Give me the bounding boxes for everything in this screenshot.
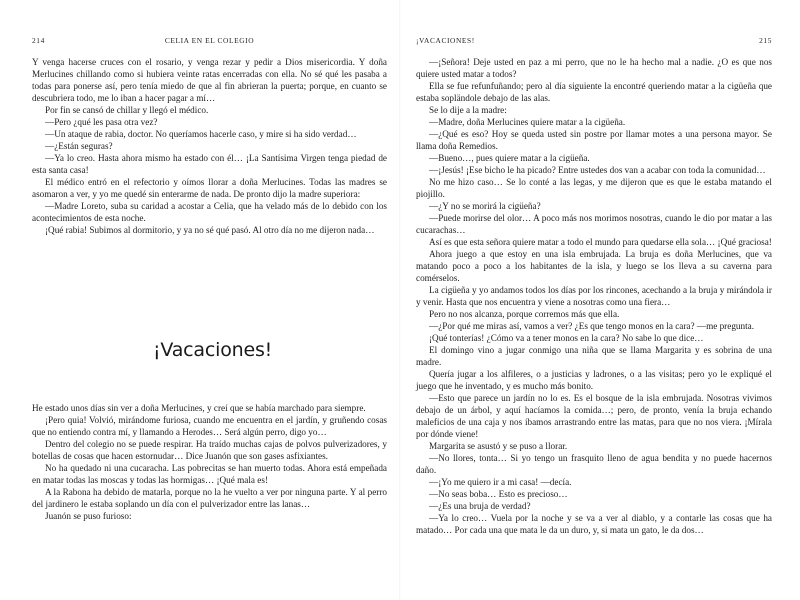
paragraph: —¿Por qué me miras así, vamos a ver? ¿Es que tengo monos en la cara? —me pregunta. <box>429 321 755 331</box>
paragraph: —¿Están seguras? <box>45 141 113 151</box>
paragraph: Por fin se cansó de chillar y llegó el médico. <box>45 105 209 115</box>
page-number-right: 215 <box>759 36 772 45</box>
paragraph: Se lo dije a la madre: <box>429 105 507 115</box>
paragraph: —No llores, tonta… Si yo tengo un frasquito lleno de agua bendita y no puede hacernos daño. <box>416 453 772 475</box>
paragraph: La cigüeña y yo andamos todos los días por los rincones, acechando a la bruja y mirándola ir y venir. Hasta que nos encuentra y viene a nosotras como una fiera… <box>416 285 772 307</box>
paragraph: ¡Pero quia! Volvió, mirándome furiosa, cuando me encuentra en el jardín, y gruñendo cosas que no entiendo contra mí, y llamando a Herodes… Será algún perro, digo yo… <box>32 415 387 437</box>
paragraph: Ella se fue refunfuñando; pero al día siguiente la encontré queriendo matar a la cigüeña que estaba sopländole debajo de las alas. <box>416 81 772 103</box>
paragraph: —¿Y no se morirá la cigüeña? <box>429 201 541 211</box>
chapter-title: ¡Vacaciones! <box>153 339 273 361</box>
left-lower-text <box>32 402 387 522</box>
paragraph: —Bueno…, pues quiere matar a la cigüeña. <box>429 153 590 163</box>
paragraph: El médico entró en el refectorio y oímos llorar a doña Merlucines. Todas las madres se asomaron a ver, y yo me quedé sin enterarme de nada. De pronto dijo la madre superiora: <box>32 177 387 199</box>
paragraph: El domingo vino a jugar conmigo una niña que se llama Margarita y es sobrina de una madre. <box>416 345 772 367</box>
paragraph: ¡Qué tonterías! ¿Cómo va a tener monos en la cara? No sabe lo que dice… <box>429 333 704 343</box>
paragraph: Margarita se asustó y se puso a llorar. <box>429 441 568 451</box>
paragraph: Quería jugar a los alfileres, o a justicias y ladrones, o a las visitas; pero yo le expliqué el juego que he inventado, y es mucho más bonito. <box>416 369 772 391</box>
paragraph: —Puede morirse del olor… A poco más nos morimos nosotras, cuando le dio por matar a las cucarachas… <box>416 213 772 235</box>
paragraph: —Pero ¿qué les pasa otra vez? <box>45 117 158 127</box>
paragraph: —¡Jesús! ¡Ese bicho le ha picado? Entre ustedes dos van a acabar con toda la comunidad… <box>429 165 766 175</box>
paragraph: A la Rabona ha debido de matarla, porque no la he vuelto a ver por ninguna parte. Y al perro del jardinero le estaba soplando un día con el pulverizador entre las lanas… <box>32 487 387 509</box>
left-page <box>32 0 387 600</box>
running-head-right: ¡VACACIONES! <box>416 36 475 45</box>
paragraph: —¿Qué es eso? Hoy se queda usted sin postre por llamar motes a una persona mayor. Se llama doña Remedios. <box>416 129 772 151</box>
paragraph: —Un ataque de rabia, doctor. No queríamos hacerle caso, y mire si ha sido verdad… <box>45 129 357 139</box>
paragraph: Y venga hacerse cruces con el rosario, y venga rezar y pedir a Dios misericordia. Y doña Merlucines chillando como si hubiera veinte ratas encerradas con ella. No sé qué les pasaba a todas para ponerse así, pero tenía miedo de que al fin abrieran la puerta; porque, en cuanto se descubriera todo, me lo iban a hacer pagar a mí… <box>32 57 387 103</box>
paragraph: —¡Señora! Deje usted en paz a mi perro, que no le ha hecho mal a nadie. ¿O es que nos quiere usted matar a todos? <box>416 57 772 79</box>
paragraph: He estado unos días sin ver a doña Merlucines, y creí que se había marchado para siempre. <box>32 403 366 413</box>
paragraph: —Ya lo creo. Hasta ahora mismo ha estado con él… ¡La Santísima Virgen tenga piedad de esta santa casa! <box>32 153 387 175</box>
paragraph: —Ya lo creo… Vuela por la noche y se va a ver al diablo, y a contarle las cosas que ha matado… Por cada una que mata le da un duro, y, si mata un gato, le da dos… <box>416 513 772 535</box>
paragraph: —Esto que parece un jardín no lo es. Es el bosque de la isla embrujada. Nosotras vivimos debajo de un árbol, y aquí hacíamos la comida…; pero, de pronto, venía la bruja echando maleficios de una caja y nos íbamos arrastrando entre las matas, para que no nos viera. ¡Mírala por dónde viene! <box>416 393 772 439</box>
book-gutter <box>399 0 401 600</box>
paragraph: Así es que esta señora quiere matar a todo el mundo para quedarse ella sola… ¡Qué graciosa! <box>429 237 772 247</box>
paragraph: Pero no nos alcanza, porque corremos más que ella. <box>429 309 620 319</box>
paragraph: ¡Qué rabia! Subimos al dormitorio, y ya no sé qué pasó. Al otro día no me dijeron nada… <box>45 225 375 235</box>
right-page <box>416 0 772 600</box>
page-number-left: 214 <box>32 36 45 45</box>
paragraph: —Madre, doña Merlucines quiere matar a la cigüeña. <box>429 117 626 127</box>
paragraph: —No seas boba… Esto es precioso… <box>429 489 568 499</box>
paragraph: Juanón se puso furioso: <box>45 511 132 521</box>
right-text <box>416 56 772 536</box>
running-head-left: CELIA EN EL COLEGIO <box>164 36 255 45</box>
paragraph: —Madre Loreto, suba su caridad a acostar a Celia, que ha velado más de lo debido con los acontecimientos de esta noche. <box>32 201 387 223</box>
paragraph: No ha quedado ni una cucaracha. Las pobrecitas se han muerto todas. Ahora está empeñada en matar todas las moscas y todas las hormigas… ¡Qué mala es! <box>32 463 387 485</box>
paragraph: Ahora juego a que estoy en una isla embrujada. La bruja es doña Merlucines, que va matando poco a poco a los habitantes de la isla, y luego se los lleva a su caverna para comérselos. <box>416 249 772 283</box>
left-upper-text <box>32 56 387 236</box>
paragraph: —¡Yo me quiero ir a mi casa! —decía. <box>429 477 572 487</box>
paragraph: —¿Es una bruja de verdad? <box>429 501 531 511</box>
paragraph: No me hizo caso… Se lo conté a las legas, y me dijeron que es que le estaba matando el piojillo. <box>416 177 772 199</box>
paragraph: Dentro del colegio no se puede respirar. Ha traído muchas cajas de polvos pulverizadores, y botellas de cosas que hacen estornudar… Dice Juanón que son gases asfixiantes. <box>32 439 387 461</box>
